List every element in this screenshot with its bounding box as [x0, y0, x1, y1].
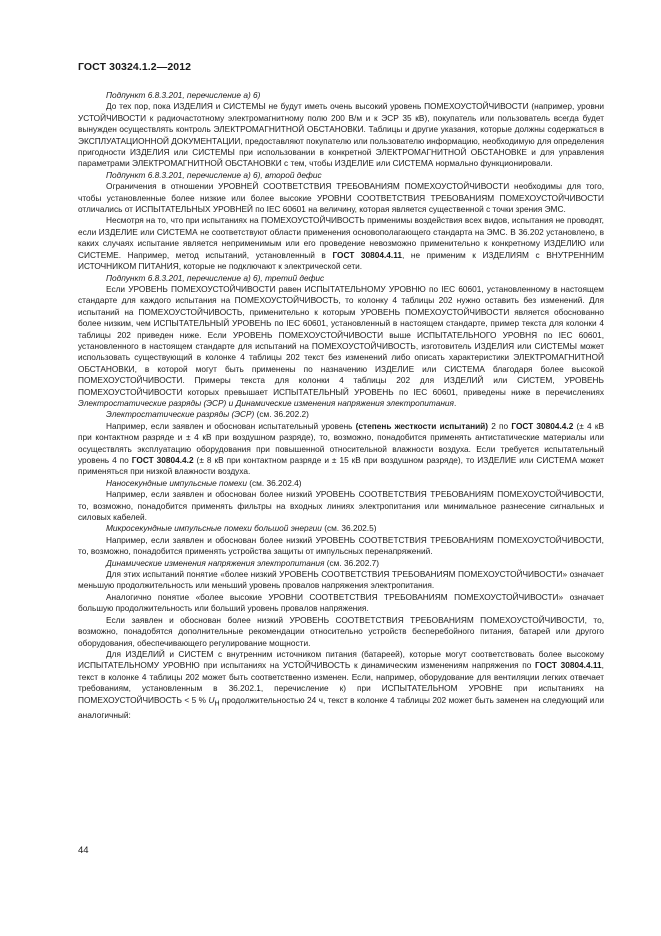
standard-ref: ГОСТ 30804.4.11	[332, 249, 402, 260]
subheading-title: Наносекундные импульсные помехи	[106, 477, 247, 488]
text-run: .	[453, 397, 457, 408]
standard-ref: ГОСТ 30804.4.11	[535, 660, 602, 671]
voltage-subscript: Н	[214, 700, 220, 708]
subheading-title: Микросекундные импульсные помехи большой энергии	[106, 523, 322, 534]
subheading	[78, 523, 604, 534]
paragraph	[78, 215, 604, 272]
paragraph: Например, если заявлен и обоснован более низкий УРОВЕНЬ СООТВЕТСТВИЯ ТРЕБОВАНИЯМ ПОМЕХОУСТОЙЧИВОСТИ, то, возможно, понадобится применять фильтры на входных линиях электропитания или минимальное разнесение сигнальных и силовых кабелей.	[78, 489, 604, 523]
document-body	[78, 90, 604, 721]
emphasis-bold: (степень жесткости испытаний)	[355, 420, 489, 431]
text-run: Если УРОВЕНЬ ПОМЕХОУСТОЙЧИВОСТИ равен ИСПЫТАТЕЛЬНОМУ УРОВНЮ по IEC 60601, установленному в настоящем стандарте для каждого испытания на ПОМЕХОУСТОЙЧИВОСТЬ, то колонку 4 таблицы 202 нужно оставить без изменений. Для испытаний на ПОМЕХОУСТОЙЧИВОСТЬ, применительно к которым УРОВЕНЬ ПОМЕХОУСТОЙЧИВОСТИ является обоснованно более низким, чем ИСПЫТАТЕЛЬНЫЙ УРОВЕНЬ по IEC 60601, установленный в настоящем стандарте, пример текста для колонки 4 таблицы 202 приведен ниже. Если УРОВЕНЬ ПОМЕХОУСТОЙЧИВОСТИ выше ИСПЫТАТЕЛЬНОГО УРОВНЯ по IEC 60601, установленного в настоящем стандарте для испытаний на ПОМЕХОУСТОЙЧИВОСТЬ, изготовитель ИЗДЕЛИЯ или СИСТЕМЫ может использовать существующий в колонке 4 таблицы 202 текст без изменений либо описать характеристики ЭЛЕКТРОМАГНИТНОЙ ОБСТАНОВКИ, в которой могут быть применены по назначению ИЗДЕЛИЕ или СИСТЕМА благодаря более высокой ПОМЕХОУСТОЙЧИВОСТИ. Примеры текста для колонки 4 таблицы 202 для ИЗДЕЛИЙ или СИСТЕМ, УРОВЕНЬ ПОМЕХОУСТОЙЧИВОСТИ которых превышает ИСПЫТАТЕЛЬНЫЙ УРОВЕНЬ по IEC 60601, приведены ниже в перечислениях	[78, 283, 604, 397]
emphasis: Электростатические разряды (ЭСР) и Динамические изменения напряжения электропитания	[78, 397, 454, 408]
subheading-ref: (см. 36.202.4)	[246, 477, 302, 488]
paragraph: Для этих испытаний понятие «более низкий УРОВЕНЬ СООТВЕТСТВИЯ ТРЕБОВАНИЯМ ПОМЕХОУСТОЙЧИВОСТИ» означает меньшую продолжительность или меньший уровень провалов напряжения электропитания.	[78, 569, 604, 591]
page-number: 44	[78, 845, 89, 856]
subheading	[78, 558, 604, 569]
text-run: (± 4 кВ при контактном разряде и ± 4 кВ при воздушном разряде), то, возможно, понадобится применять антистатические материалы или осуществлять эксплуатацию оборудования при повышенной относительной влажности воздуха. Если требуется испытательный уровень 4 по	[78, 420, 605, 465]
subheading-title: Динамические изменения напряжения электропитания	[106, 557, 325, 568]
subheading-ref: (см. 36.202.7)	[324, 557, 380, 568]
text-run: , не применим к ИЗДЕЛИЯМ с ВНУТРЕННИМ ИСТОЧНИКОМ ПИТАНИЯ, которые не подключают к электрической сети.	[78, 249, 605, 272]
paragraph: До тех пор, пока ИЗДЕЛИЯ и СИСТЕМЫ не будут иметь очень высокий уровень ПОМЕХОУСТОЙЧИВОСТИ (например, уровни УСТОЙЧИВОСТИ к радиочастотному электромагнитному полю 200 В/м и к ЭСР 35 кВ), покупатель или пользователь всегда будет вынужден осуществлять контроль ЭЛЕКТРОМАГНИТНОЙ ОБСТАНОВКИ. Таблицы и другие указания, которые должны содержаться в ЭКСПЛУАТАЦИОННОЙ ДОКУМЕНТАЦИИ, предоставляют покупателю или пользователю информацию, необходимую для определения пригодности ИЗДЕЛИЯ или СИСТЕМЫ при использовании в конкретной ЭЛЕКТРОМАГНИТНОЙ ОБСТАНОВКЕ и для управления параметрами ЭЛЕКТРОМАГНИТНОЙ ОБСТАНОВКИ с тем, чтобы ИЗДЕЛИЕ или СИСТЕМА нормально функционировали.	[78, 101, 604, 169]
text-run: Для ИЗДЕЛИЙ и СИСТЕМ с внутренним источником питания (батареей), которые могут соответствовать более высокому ИСПЫТАТЕЛЬНОМУ УРОВНЮ при испытаниях на УСТОЙЧИВОСТЬ к динамическим изменениям напряжения по	[78, 648, 604, 671]
paragraph	[78, 649, 604, 721]
text-run: 2 по	[488, 420, 512, 431]
standard-ref: ГОСТ 30804.4.2	[131, 455, 194, 465]
subheading-ref: (см. 36.202.5)	[321, 523, 377, 534]
subheading-ref: (см. 36.202.2)	[254, 409, 309, 420]
subheading-title: Электростатические разряды (ЭСР)	[106, 409, 255, 420]
voltage-symbol: U	[208, 694, 215, 705]
text-run: , текст в колонке 4 таблицы 202 может быть соответственно изменен. Если, например, оборудование для вентиляции легких отвечает требованиям, установленным в 36.202.1, перечисление к) при ИСПЫТАТЕЛЬНОМ УРОВНЕ при испытаниях на ПОМЕХОУСТОЙЧИВОСТЬ < 5 %	[78, 660, 604, 705]
paragraph: Если заявлен и обоснован более низкий УРОВЕНЬ СООТВЕТСТВИЯ ТРЕБОВАНИЯМ ПОМЕХОУСТОЙЧИВОСТИ, то, возможно, понадобятся дополнительные рекомендации относительно устройств бесперебойного питания, батарей или другого оборудования, обеспечивающего регулирование мощности.	[78, 614, 604, 648]
subheading	[78, 409, 604, 420]
subclause-heading: Подпункт 6.8.3.201, перечисление а) 6)	[106, 90, 261, 100]
standard-ref: ГОСТ 30804.4.2	[511, 420, 574, 431]
document-header: ГОСТ 30324.1.2—2012	[78, 61, 192, 73]
text-run: (± 8 кВ при контактном разряде и ± 15 кВ при воздушном разряде), то ИЗДЕЛИЕ или СИСТЕМА может применяться при низкой влажности воздуха.	[78, 455, 604, 477]
paragraph: Аналогично понятие «более высокие УРОВНИ СООТВЕТСТВИЯ ТРЕБОВАНИЯМ ПОМЕХОУСТОЙЧИВОСТИ» означает большую продолжительность или больший уровень провалов напряжения.	[78, 591, 604, 614]
paragraph	[78, 284, 604, 409]
paragraph: Например, если заявлен и обоснован более низкий УРОВЕНЬ СООТВЕТСТВИЯ ТРЕБОВАНИЯМ ПОМЕХОУСТОЙЧИВОСТИ, то, возможно, понадобится применять устройства защиты от импульсных перенапряжений.	[78, 534, 604, 557]
text-run: Несмотря на то, что при испытаниях на ПОМЕХОУСТОЙЧИВОСТЬ применимы воздействия всех видов, испытания не проводят, если ИЗДЕЛИЕ или СИСТЕМА не соответствуют области применения основополагающего стандарта на ЭМС. В 36.202 установлено, в каких случаях испытание является неприменимым или его проведение невозможно применительно к конкретному ИЗДЕЛИЮ или СИСТЕМЕ. Например, метод испытаний, установленный в	[78, 215, 604, 260]
subclause-heading: Подпункт 6.8.3.201, перечисление а) 6), третий дефис	[106, 272, 325, 283]
paragraph	[78, 421, 604, 478]
subheading	[78, 478, 604, 489]
text-run: Например, если заявлен и обоснован испытательный уровень	[106, 420, 356, 431]
subclause-heading: Подпункт 6.8.3.201, перечисление а) 6), второй дефис	[106, 169, 322, 180]
text-run: продолжительностью 24 ч, текст в колонке 4 таблицы 202 может быть заменен на следующий или аналогичный:	[78, 694, 604, 720]
paragraph: Ограничения в отношении УРОВНЕЙ СООТВЕТСТВИЯ ТРЕБОВАНИЯМ ПОМЕХОУСТОЙЧИВОСТИ необходимы для того, чтобы установленные более низкие или более высокие УРОВНИ СООТВЕТСТВИЯ ТРЕБОВАНИЯМ ПОМЕХОУСТОЙЧИВОСТИ отличались от ИСПЫТАТЕЛЬНЫХ УРОВНЕЙ по IEC 60601 на величину, которая является существенной с точки зрения ЭМС.	[78, 181, 604, 215]
